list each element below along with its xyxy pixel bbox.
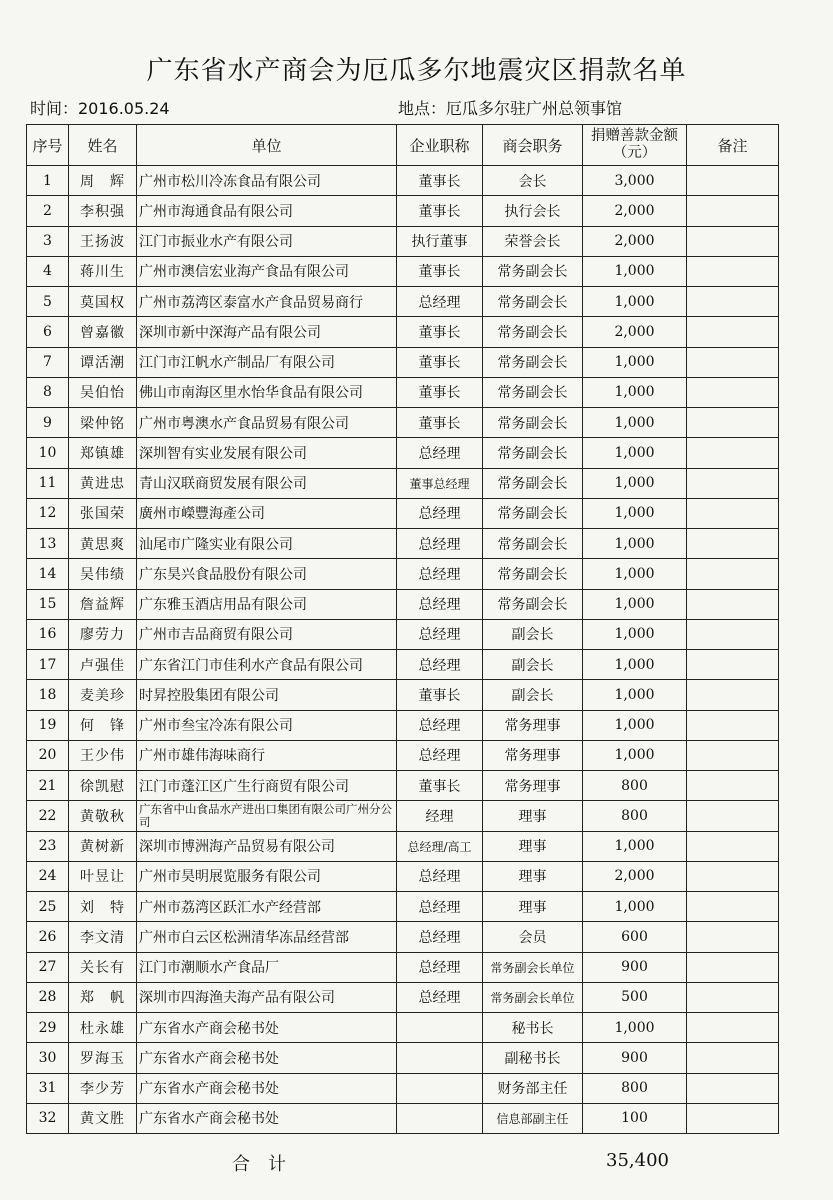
cell-no: 4 [27,256,69,286]
cell-no: 12 [27,498,69,528]
cell-role: 财务部主任 [483,1073,583,1103]
cell-name: 麦美珍 [69,680,137,710]
table-row [27,166,779,196]
cell-no: 21 [27,771,69,801]
cell-note [687,166,779,196]
cell-name: 罗海玉 [69,1043,137,1073]
cell-no: 26 [27,922,69,952]
cell-amount: 1,000 [583,680,687,710]
cell-unit: 广东省中山食品水产进出口集团有限公司广州分公司 [137,801,397,831]
cell-role: 常务副会长单位 [483,952,583,982]
cell-name: 黄进忠 [69,468,137,498]
cell-title: 经理 [397,801,483,831]
cell-role: 常务副会长 [483,589,583,619]
cell-no: 22 [27,801,69,831]
cell-role: 理事 [483,892,583,922]
table-row [27,408,779,438]
cell-no: 10 [27,438,69,468]
cell-amount: 1,000 [583,256,687,286]
cell-note [687,922,779,952]
header-title: 企业职称 [397,125,483,166]
cell-note [687,317,779,347]
table-row [27,347,779,377]
cell-unit: 广东省水产商会秘书处 [137,1043,397,1073]
cell-no: 3 [27,226,69,256]
table-row [27,1103,779,1133]
cell-no: 27 [27,952,69,982]
table-row [27,740,779,770]
cell-role: 常务副会长 [483,256,583,286]
cell-note [687,1043,779,1073]
cell-no: 24 [27,861,69,891]
cell-title: 总经理 [397,650,483,680]
cell-no: 25 [27,892,69,922]
header-amount [583,125,687,166]
cell-amount: 1,000 [583,347,687,377]
cell-note [687,589,779,619]
table-row [27,317,779,347]
cell-amount: 1,000 [583,1013,687,1043]
cell-note [687,801,779,831]
cell-title [397,1043,483,1073]
cell-role: 常务副会长 [483,559,583,589]
cell-amount: 800 [583,1073,687,1103]
cell-role: 常务副会长 [483,377,583,407]
cell-no: 7 [27,347,69,377]
cell-title: 总经理 [397,529,483,559]
total-label: 合计 [232,1154,304,1175]
cell-no: 1 [27,166,69,196]
table-row [27,710,779,740]
cell-note [687,196,779,226]
cell-role: 常务副会长 [483,529,583,559]
cell-unit: 江门市振业水产有限公司 [137,226,397,256]
cell-note [687,498,779,528]
cell-title: 董事长 [397,196,483,226]
cell-note [687,892,779,922]
cell-role: 常务理事 [483,740,583,770]
table-row [27,1073,779,1103]
cell-amount: 2,000 [583,317,687,347]
header-no: 序号 [27,125,69,166]
cell-amount: 1,000 [583,468,687,498]
cell-title: 董事长 [397,166,483,196]
table-row [27,438,779,468]
table-row [27,226,779,256]
table-row [27,196,779,226]
cell-title: 董事长 [397,377,483,407]
cell-unit: 深圳智有实业发展有限公司 [137,438,397,468]
cell-title: 总经理 [397,559,483,589]
cell-amount: 800 [583,801,687,831]
cell-title: 总经理 [397,861,483,891]
cell-amount: 1,000 [583,619,687,649]
cell-name: 梁仲铭 [69,408,137,438]
cell-amount: 1,000 [583,650,687,680]
cell-title: 董事长 [397,680,483,710]
cell-amount: 500 [583,982,687,1012]
cell-role: 常务副会长 [483,287,583,317]
cell-unit: 江门市潮顺水产食品厂 [137,952,397,982]
cell-name: 王扬波 [69,226,137,256]
cell-note [687,831,779,861]
cell-unit: 时昇控股集团有限公司 [137,680,397,710]
cell-name: 曾嘉徽 [69,317,137,347]
total-value: 35,400 [606,1150,669,1171]
cell-no: 15 [27,589,69,619]
cell-role: 常务副会长单位 [483,982,583,1012]
cell-name: 黄树新 [69,831,137,861]
table-row [27,287,779,317]
cell-name: 郑 帆 [69,982,137,1012]
table-header-row [27,125,779,166]
cell-amount: 1,000 [583,287,687,317]
cell-name: 卢强佳 [69,650,137,680]
cell-no: 17 [27,650,69,680]
cell-role: 常务理事 [483,710,583,740]
cell-unit: 广东昊兴食品股份有限公司 [137,559,397,589]
cell-name: 吴伯怡 [69,377,137,407]
cell-role: 理事 [483,831,583,861]
cell-note [687,287,779,317]
cell-title: 董事长 [397,408,483,438]
cell-role: 副会长 [483,619,583,649]
cell-unit: 汕尾市广隆实业有限公司 [137,529,397,559]
cell-title: 总经理/高工 [397,831,483,861]
table-row [27,559,779,589]
cell-no: 13 [27,529,69,559]
cell-note [687,740,779,770]
cell-role: 常务副会长 [483,347,583,377]
cell-name: 杜永雄 [69,1013,137,1043]
cell-title: 董事长 [397,317,483,347]
cell-role: 副会长 [483,650,583,680]
table-row [27,922,779,952]
cell-unit: 广东省水产商会秘书处 [137,1013,397,1043]
cell-unit: 廣州市嶸豐海產公司 [137,498,397,528]
cell-name: 黄文胜 [69,1103,137,1133]
table-row [27,377,779,407]
table-row [27,952,779,982]
cell-amount: 1,000 [583,831,687,861]
cell-role: 理事 [483,861,583,891]
cell-note [687,347,779,377]
cell-role: 副秘书长 [483,1043,583,1073]
document-title: 广东省水产商会为厄瓜多尔地震灾区捐款名单 [146,56,687,86]
cell-note [687,771,779,801]
cell-name: 莫国权 [69,287,137,317]
cell-note [687,408,779,438]
cell-no: 30 [27,1043,69,1073]
cell-role: 常务副会长 [483,317,583,347]
header-amount-line1: 捐赠善款金额 [591,128,678,144]
cell-name: 黄思爽 [69,529,137,559]
cell-amount: 1,000 [583,438,687,468]
cell-unit: 广州市荔湾区跃汇水产经营部 [137,892,397,922]
cell-unit: 广东省水产商会秘书处 [137,1103,397,1133]
cell-amount: 800 [583,771,687,801]
cell-note [687,226,779,256]
cell-amount: 1,000 [583,740,687,770]
cell-no: 8 [27,377,69,407]
cell-role: 常务副会长 [483,498,583,528]
cell-title: 总经理 [397,952,483,982]
header-unit: 单位 [137,125,397,166]
cell-note [687,710,779,740]
cell-no: 9 [27,408,69,438]
cell-no: 20 [27,740,69,770]
cell-amount: 3,000 [583,166,687,196]
cell-name: 关长有 [69,952,137,982]
cell-unit: 青山汉联商贸发展有限公司 [137,468,397,498]
cell-no: 18 [27,680,69,710]
table-row [27,529,779,559]
cell-amount: 1,000 [583,559,687,589]
cell-note [687,1073,779,1103]
cell-title: 总经理 [397,438,483,468]
cell-name: 张国荣 [69,498,137,528]
cell-title [397,1073,483,1103]
cell-note [687,529,779,559]
cell-title: 董事长 [397,256,483,286]
cell-note [687,256,779,286]
table-row [27,892,779,922]
cell-role: 常务副会长 [483,468,583,498]
table-row [27,650,779,680]
cell-name: 叶昱让 [69,861,137,891]
donation-table [26,124,779,1134]
table-row [27,468,779,498]
cell-unit: 广州市昊明展览服务有限公司 [137,861,397,891]
cell-title: 总经理 [397,287,483,317]
cell-name: 王少伟 [69,740,137,770]
cell-note [687,861,779,891]
cell-amount: 100 [583,1103,687,1133]
cell-note [687,559,779,589]
cell-unit: 广州市海通食品有限公司 [137,196,397,226]
cell-name: 谭活潮 [69,347,137,377]
header-name: 姓名 [69,125,137,166]
cell-amount: 1,000 [583,710,687,740]
cell-no: 19 [27,710,69,740]
cell-name: 郑镇雄 [69,438,137,468]
cell-unit: 广东雅玉酒店用品有限公司 [137,589,397,619]
cell-unit: 广东省江门市佳利水产食品有限公司 [137,650,397,680]
table-row [27,680,779,710]
cell-role: 信息部副主任 [483,1103,583,1133]
cell-amount: 1,000 [583,408,687,438]
cell-unit: 广州市荔湾区泰富水产食品贸易商行 [137,287,397,317]
cell-unit: 广东省水产商会秘书处 [137,1073,397,1103]
table-row [27,619,779,649]
cell-name: 李积强 [69,196,137,226]
cell-unit: 深圳市新中深海产品有限公司 [137,317,397,347]
cell-no: 2 [27,196,69,226]
cell-no: 6 [27,317,69,347]
cell-unit: 广州市叁宝冷冻有限公司 [137,710,397,740]
table-row [27,1043,779,1073]
table-row [27,256,779,286]
cell-title: 董事长 [397,347,483,377]
cell-unit: 广州市雄伟海味商行 [137,740,397,770]
cell-name: 李文清 [69,922,137,952]
cell-title [397,1103,483,1133]
table-row [27,831,779,861]
cell-no: 29 [27,1013,69,1043]
table-row [27,498,779,528]
cell-name: 蒋川生 [69,256,137,286]
cell-note [687,1103,779,1133]
cell-title [397,1013,483,1043]
cell-name: 廖劳力 [69,619,137,649]
cell-unit: 广州市白云区松洲清华冻品经营部 [137,922,397,952]
cell-note [687,680,779,710]
cell-title: 总经理 [397,740,483,770]
cell-name: 黄敬秋 [69,801,137,831]
cell-no: 14 [27,559,69,589]
cell-role: 荣誉会长 [483,226,583,256]
cell-amount: 1,000 [583,529,687,559]
cell-no: 32 [27,1103,69,1133]
cell-unit: 江门市蓬江区广生行商贸有限公司 [137,771,397,801]
cell-name: 吴伟绩 [69,559,137,589]
cell-note [687,1013,779,1043]
cell-title: 总经理 [397,922,483,952]
cell-amount: 2,000 [583,226,687,256]
table-row [27,801,779,831]
cell-unit: 广州市吉品商贸有限公司 [137,619,397,649]
cell-note [687,650,779,680]
event-time: 时间：2016.05.24 [30,99,170,118]
cell-no: 11 [27,468,69,498]
cell-title: 执行董事 [397,226,483,256]
cell-name: 詹益辉 [69,589,137,619]
cell-amount: 900 [583,1043,687,1073]
cell-amount: 1,000 [583,892,687,922]
cell-unit: 广州市粤澳水产食品贸易有限公司 [137,408,397,438]
cell-title: 董事长 [397,771,483,801]
cell-note [687,438,779,468]
header-note: 备注 [687,125,779,166]
cell-name: 徐凯慰 [69,771,137,801]
cell-title: 董事总经理 [397,468,483,498]
cell-amount: 2,000 [583,861,687,891]
cell-unit: 江门市江帆水产制品厂有限公司 [137,347,397,377]
cell-amount: 600 [583,922,687,952]
cell-note [687,468,779,498]
cell-note [687,982,779,1012]
table-row [27,589,779,619]
cell-name: 周 辉 [69,166,137,196]
cell-note [687,377,779,407]
table-row [27,771,779,801]
cell-unit: 深圳市博洲海产品贸易有限公司 [137,831,397,861]
cell-title: 总经理 [397,589,483,619]
cell-role: 会员 [483,922,583,952]
cell-unit: 佛山市南海区里水怡华食品有限公司 [137,377,397,407]
cell-role: 常务副会长 [483,408,583,438]
cell-role: 秘书长 [483,1013,583,1043]
cell-unit: 广州市松川冷冻食品有限公司 [137,166,397,196]
cell-unit: 广州市澳信宏业海产食品有限公司 [137,256,397,286]
table-row [27,982,779,1012]
cell-title: 总经理 [397,982,483,1012]
cell-role: 常务理事 [483,771,583,801]
cell-amount: 1,000 [583,589,687,619]
cell-no: 5 [27,287,69,317]
cell-no: 28 [27,982,69,1012]
cell-no: 31 [27,1073,69,1103]
event-place: 地点：厄瓜多尔驻广州总领事馆 [398,99,623,118]
cell-amount: 1,000 [583,377,687,407]
table-row [27,861,779,891]
cell-unit: 深圳市四海渔夫海产品有限公司 [137,982,397,1012]
header-role: 商会职务 [483,125,583,166]
cell-note [687,619,779,649]
cell-name: 李少芳 [69,1073,137,1103]
cell-name: 刘 特 [69,892,137,922]
cell-title: 总经理 [397,892,483,922]
cell-title: 总经理 [397,498,483,528]
cell-no: 16 [27,619,69,649]
cell-note [687,952,779,982]
table-row [27,1013,779,1043]
header-amount-line2: （元） [612,145,657,161]
cell-amount: 900 [583,952,687,982]
cell-title: 总经理 [397,619,483,649]
cell-no: 23 [27,831,69,861]
cell-role: 常务副会长 [483,438,583,468]
cell-amount: 2,000 [583,196,687,226]
cell-title: 总经理 [397,710,483,740]
cell-role: 执行会长 [483,196,583,226]
cell-role: 会长 [483,166,583,196]
cell-role: 理事 [483,801,583,831]
cell-amount: 1,000 [583,498,687,528]
cell-role: 副会长 [483,680,583,710]
cell-name: 何 锋 [69,710,137,740]
